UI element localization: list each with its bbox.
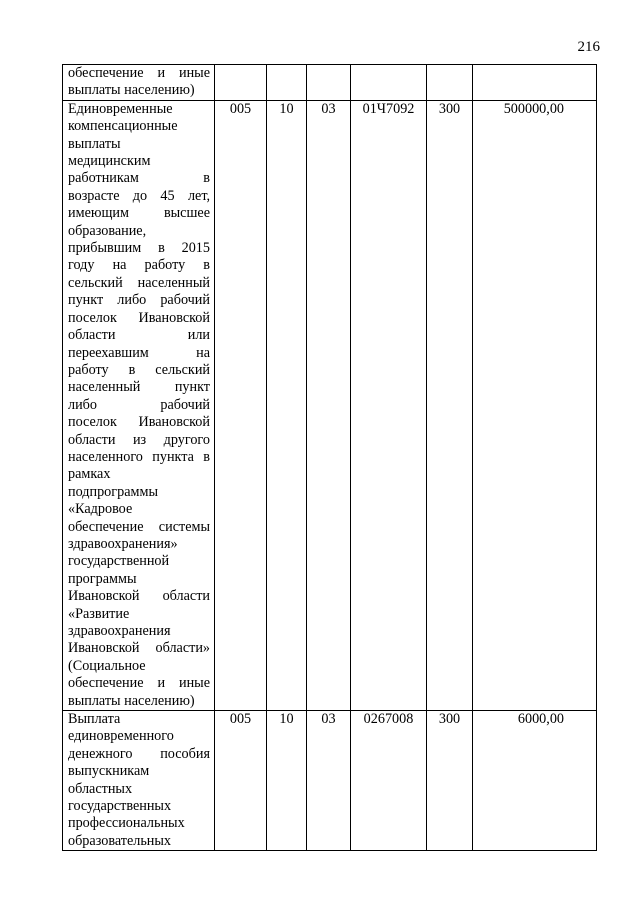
cell-amount: 6000,00 xyxy=(473,711,597,851)
description-line: обеспечение и иные xyxy=(68,65,210,81)
description-line: имеющим высшее xyxy=(68,205,210,222)
description-line: подпрограммы xyxy=(68,483,158,500)
table-row xyxy=(63,711,597,851)
description-line: образование, xyxy=(68,222,147,239)
description-line: компенсационные xyxy=(68,118,178,135)
cell-section xyxy=(267,65,307,101)
description-line: Ивановской области» xyxy=(68,640,210,657)
description-line: медицинским xyxy=(68,153,151,170)
cell-amount xyxy=(473,65,597,101)
cell-ved: 005 xyxy=(215,711,267,851)
description-line: либо рабочий xyxy=(68,396,210,413)
description-line: государственной xyxy=(68,553,170,570)
cell-description xyxy=(63,711,215,851)
cell-target-article: 01Ч7092 xyxy=(351,100,427,710)
description-line: здравоохранения» xyxy=(68,535,178,552)
table-body xyxy=(63,65,597,851)
description-line: выпускникам xyxy=(68,763,150,780)
description-line: обеспечение и иные xyxy=(68,675,210,692)
cell-description xyxy=(63,65,215,101)
description-line: поселок Ивановской xyxy=(68,309,210,326)
description-line: государственных xyxy=(68,798,172,815)
description-line: образовательных xyxy=(68,832,172,849)
description-line: денежного пособия xyxy=(68,745,210,762)
description-line: здравоохранения xyxy=(68,623,171,639)
cell-target-article xyxy=(351,65,427,101)
description-line: Единовременные xyxy=(68,100,173,117)
table-row xyxy=(63,65,597,101)
description-line: работу в сельский xyxy=(68,361,210,378)
description-line: области или xyxy=(68,327,210,344)
cell-subsection xyxy=(307,65,351,101)
description-line: выплаты xyxy=(68,135,121,152)
description-line: населенный пункт xyxy=(68,379,210,396)
description-line: Ивановской области xyxy=(68,588,210,605)
description-line: населенного пункта в xyxy=(68,448,210,465)
cell-expense-type xyxy=(427,65,473,101)
description-line: профессиональных xyxy=(68,815,185,832)
cell-subsection: 03 xyxy=(307,100,351,710)
description-line: пункт либо рабочий xyxy=(68,292,210,309)
description-line: работникам в xyxy=(68,170,210,187)
description-line: области из другого xyxy=(68,431,210,448)
table-row xyxy=(63,100,597,710)
description-line: сельский населенный xyxy=(68,274,210,291)
description-line: «Развитие xyxy=(68,605,130,622)
description-line: выплаты населению) xyxy=(68,82,195,99)
description-line: областных xyxy=(68,780,133,797)
description-line: поселок Ивановской xyxy=(68,414,210,431)
description-line: прибывшим в 2015 xyxy=(68,240,210,257)
description-line: рамках xyxy=(68,466,111,483)
cell-section: 10 xyxy=(267,711,307,851)
cell-subsection: 03 xyxy=(307,711,351,851)
description-line: «Кадровое xyxy=(68,501,133,518)
cell-ved: 005 xyxy=(215,100,267,710)
description-line: выплаты населению) xyxy=(68,692,195,709)
cell-expense-type: 300 xyxy=(427,711,473,851)
description-line: обеспечение системы xyxy=(68,518,210,535)
cell-description xyxy=(63,100,215,710)
cell-expense-type: 300 xyxy=(427,100,473,710)
description-line: году на работу в xyxy=(68,257,210,274)
description-line: (Социальное xyxy=(68,657,146,674)
cell-target-article: 0267008 xyxy=(351,711,427,851)
description-line: единовременного xyxy=(68,728,174,745)
description-line: программы xyxy=(68,570,137,587)
page-number: 216 xyxy=(577,39,600,55)
cell-section: 10 xyxy=(267,100,307,710)
cell-ved xyxy=(215,65,267,101)
description-line: возрасте до 45 лет, xyxy=(68,187,210,204)
cell-amount: 500000,00 xyxy=(473,100,597,710)
description-line: переехавшим на xyxy=(68,344,210,361)
description-line: Выплата xyxy=(68,711,121,728)
budget-table xyxy=(62,64,597,851)
